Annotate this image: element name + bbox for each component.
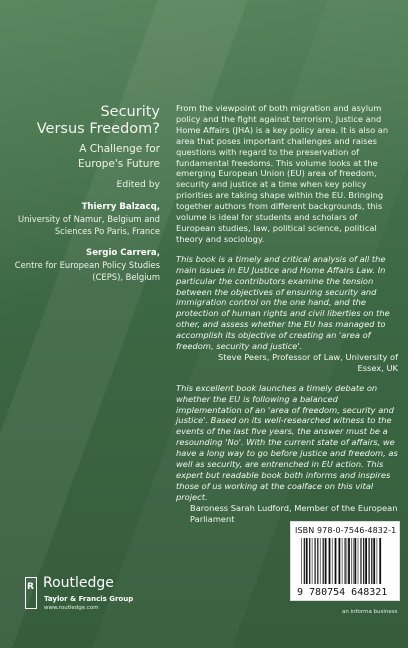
editor-affiliation: Centre for European Policy Studies [14, 260, 160, 270]
barcode-bar [348, 538, 350, 584]
barcode-bar [360, 538, 361, 584]
barcode-bar [320, 538, 321, 584]
barcode-bar [377, 538, 378, 584]
book-subtitle-line-1: A Challenge for [79, 143, 160, 155]
barcode-bars [295, 536, 397, 598]
review-attribution: Baroness Sarah Ludford, Member of the European Parliament [190, 502, 398, 524]
barcode-bar [335, 538, 337, 584]
barcode-bar [369, 538, 370, 584]
publisher-url: www.routledge.com [44, 605, 99, 611]
barcode [290, 521, 400, 601]
isbn-number: ISBN 978-0-7546-4832-1 [295, 526, 397, 535]
barcode-digits: 9 780754 648321 [297, 587, 388, 598]
editor-name: Thierry Balzacq, [81, 202, 160, 212]
book-title-line-1: Security [100, 104, 160, 120]
book-title-line-2: Versus Freedom? [36, 121, 160, 137]
logo-letter: R [27, 582, 34, 592]
barcode-bar [345, 538, 346, 584]
title-block [0, 104, 168, 283]
editor-name: Sergio Carrera, [86, 248, 160, 258]
barcode-bar [317, 538, 318, 584]
barcode-bar [353, 538, 354, 584]
publisher-logo [25, 575, 165, 615]
routledge-logo-icon [25, 577, 37, 609]
editor-affiliation: (CEPS), Belgium [92, 272, 160, 282]
barcode-bar [365, 538, 367, 584]
publisher-name: Routledge [43, 575, 114, 591]
informa-tagline: an informa business [342, 609, 398, 615]
barcode-bar [325, 538, 327, 584]
edited-by-label: Edited by [116, 179, 160, 190]
barcode-bar [351, 538, 352, 584]
editor-affiliation: Sciences Po Paris, France [54, 226, 160, 236]
review-quote [176, 383, 398, 525]
barcode-bar [315, 538, 316, 584]
barcode-bar [379, 538, 381, 584]
editor-affiliation: University of Namur, Belgium and [17, 214, 160, 224]
barcode-bar [301, 538, 302, 584]
barcode-bar [312, 538, 313, 584]
barcode-bar [363, 538, 364, 584]
review-attribution: Steve Peers, Professor of Law, University of Essex, UK [217, 351, 398, 373]
barcode-bar [329, 538, 331, 584]
barcode-bar [373, 538, 375, 584]
description-column [176, 103, 398, 525]
book-subtitle-line-2: Europe's Future [77, 158, 160, 170]
barcode-bar [339, 538, 341, 584]
barcode-bar [358, 538, 359, 584]
barcode-bar [347, 538, 348, 584]
barcode-bar [323, 538, 324, 584]
publisher-group: Taylor & Francis Group [44, 595, 134, 603]
review-quote [176, 254, 398, 374]
barcode-bar [371, 538, 372, 584]
review-text: This book is a timely and critical analysis of all the main issues in EU Justice and Home Affairs Law. In particular the contributors examine the tension between the objectives of ensuring security and immigration control on the one hand, and the protection of human rights and civil liberties on the other, and assess whether the EU has managed to accomplish its objective of creating an 'area of freedom, security and justice'. [176, 253, 390, 352]
barcode-bar [306, 538, 308, 584]
barcode-bar [354, 538, 356, 584]
barcode-bar [304, 538, 305, 584]
barcode-bar [309, 538, 310, 584]
book-blurb: From the viewpoint of both migration and asylum policy and the fight against terrorism, Justice and Home Affairs (JHA) is a key policy area. It is also an area that poses important challenges and raises questions with regard to the preservation of fundamental freedoms. This volume looks at the emerging European Union (EU) area of freedom, security and justice at a time when key policy priorities are taking shape within the EU. Bringing together authors from different backgrounds, this volume is ideal for students and scholars of European studies, law, political science, political theory and sociology. [176, 103, 389, 244]
barcode-bar [342, 538, 343, 584]
barcode-bar [332, 538, 333, 584]
review-text: This excellent book launches a timely debate on whether the EU is following a balanced implementation of an 'area of freedom, security and justice'. Based on its well-researched witness to the events of the last five years, the answer must be a resounding 'No'. With the current state of affairs, we have a long way to go before justice and freedom, as well as security, are entrenched in EU action. This expert but readable book both informs and inspires those of us working at the coalface on this vital project. [176, 382, 398, 502]
